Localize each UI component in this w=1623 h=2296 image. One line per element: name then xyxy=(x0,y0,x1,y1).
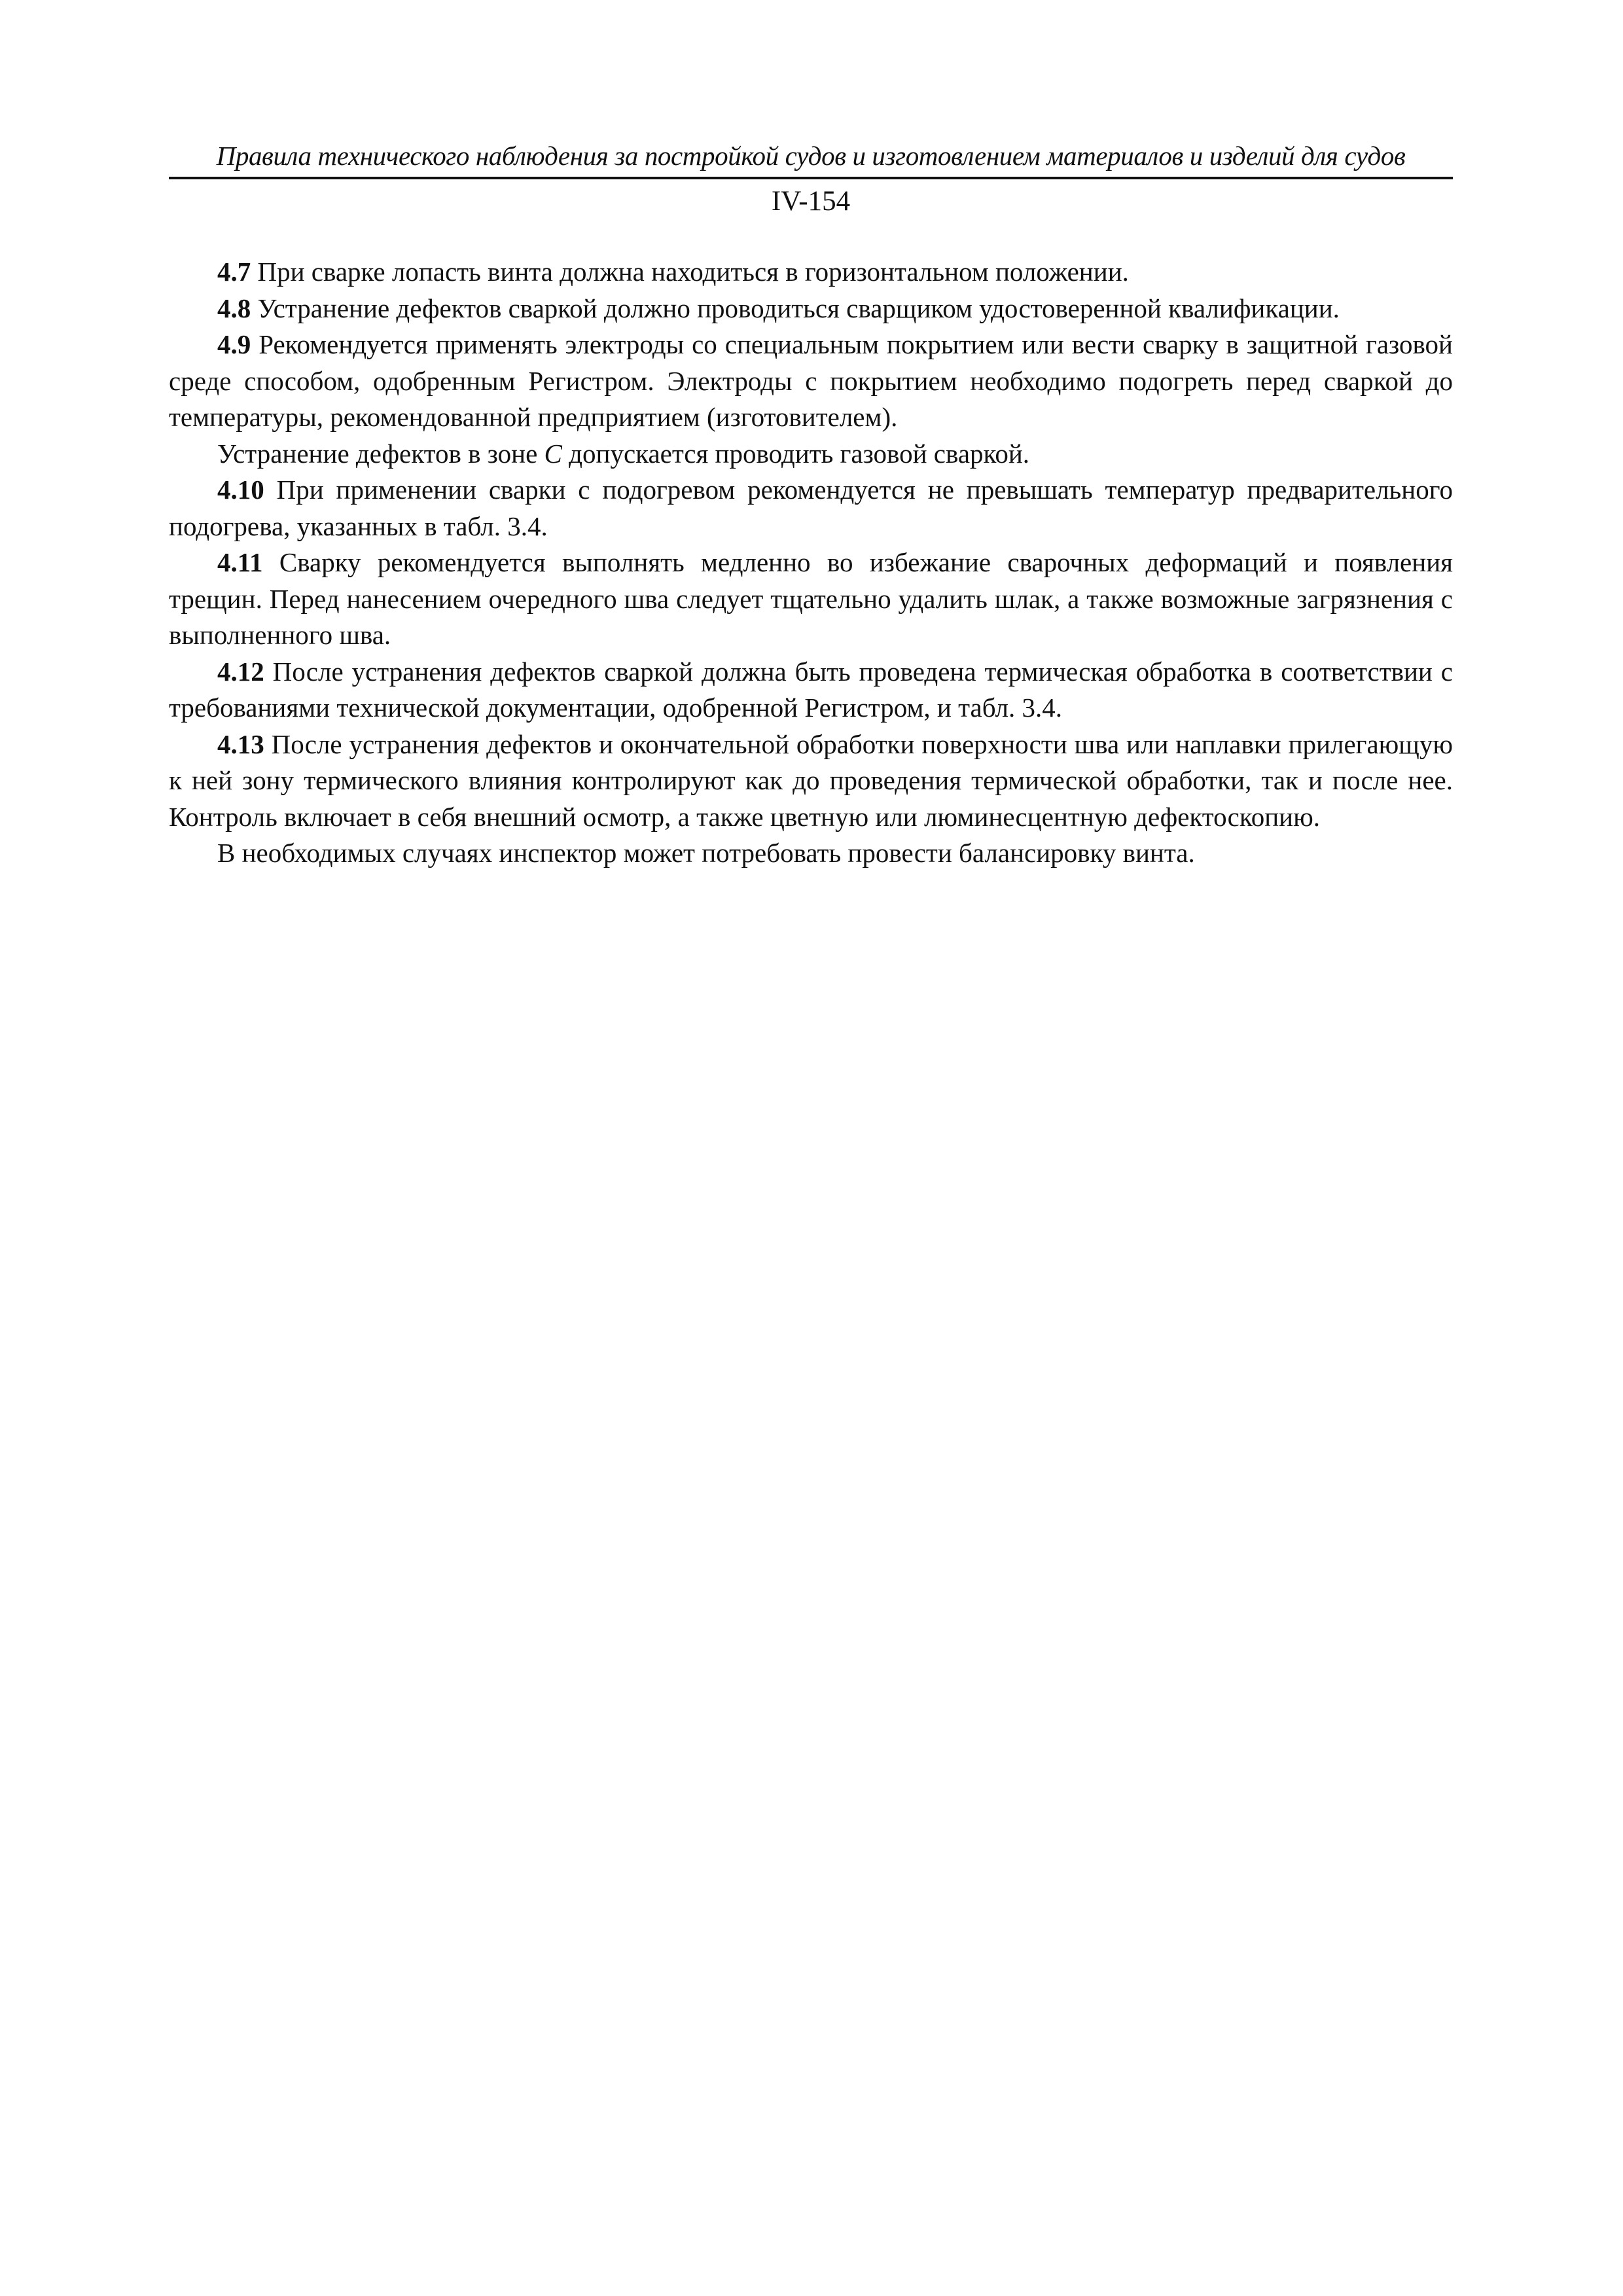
paragraph-4-8 xyxy=(169,291,1453,327)
paragraph-text: При сварке лопасть винта должна находиться в горизонтальном положении. xyxy=(251,257,1129,287)
paragraph-4-9 xyxy=(169,327,1453,436)
paragraph-4-10 xyxy=(169,472,1453,545)
running-header: Правила технического наблюдения за постройкой судов и изготовлением материалов и изделий для судов xyxy=(216,141,1406,171)
paragraph-balancing xyxy=(169,835,1453,872)
paragraph-number: 4.13 xyxy=(217,728,264,759)
paragraph-text: Рекомендуется применять электроды со специальным покрытием или вести сварку в защитной газовой среде способом, одобренным Регистром. Электроды с покрытием необходимо подогреть перед сваркой до температуры, рекомендованной предприятием (изготовителем). xyxy=(169,329,1453,432)
paragraph-text: После устранения дефектов сваркой должна быть проведена термическая обработка в соответствии с требованиями технической документации, одобренной Регистром, и табл. 3.4. xyxy=(169,656,1453,723)
paragraph-number: 4.7 xyxy=(217,257,251,287)
paragraph-text: В необходимых случаях инспектор может потребовать провести балансировку винта. xyxy=(217,838,1195,868)
paragraph-4-7 xyxy=(169,254,1453,291)
paragraph-text: Сварку рекомендуется выполнять медленно во избежание сварочных деформаций и появления трещин. Перед нанесением очередного шва следует тщательно удалить шлак, а также возможные загрязнения с выполненного шва. xyxy=(169,547,1453,650)
header-rule xyxy=(169,177,1453,179)
paragraph-text: При применении сварки с подогревом рекомендуется не превышать температур предварительного подогрева, указанных в табл. 3.4. xyxy=(169,475,1453,541)
paragraph-4-11 xyxy=(169,545,1453,654)
paragraph-4-13 xyxy=(169,726,1453,836)
paragraph-text: допускается проводить газовой сваркой. xyxy=(562,438,1030,469)
paragraph-number: 4.10 xyxy=(217,475,264,505)
paragraph-4-12 xyxy=(169,654,1453,726)
page-number: IV-154 xyxy=(771,186,851,217)
paragraph-number: 4.12 xyxy=(217,656,264,687)
paragraph-number: 4.9 xyxy=(217,329,251,359)
zone-letter: С xyxy=(544,438,562,469)
paragraph-zone-c xyxy=(169,436,1453,473)
paragraph-text: Устранение дефектов сваркой должно проводиться сварщиком удостоверенной квалификации. xyxy=(251,293,1340,323)
paragraph-number: 4.8 xyxy=(217,293,251,323)
paragraph-text: После устранения дефектов и окончательной обработки поверхности шва или наплавки прилегающую к ней зону термического влияния контролируют как до проведения термической обработки, так и после нее. Контроль включает в себя внешний осмотр, а также цветную или люминесцентную дефектоскопию. xyxy=(169,728,1453,832)
body-text xyxy=(169,254,1453,872)
paragraph-number: 4.11 xyxy=(217,547,263,577)
paragraph-text: Устранение дефектов в зоне xyxy=(217,438,544,469)
